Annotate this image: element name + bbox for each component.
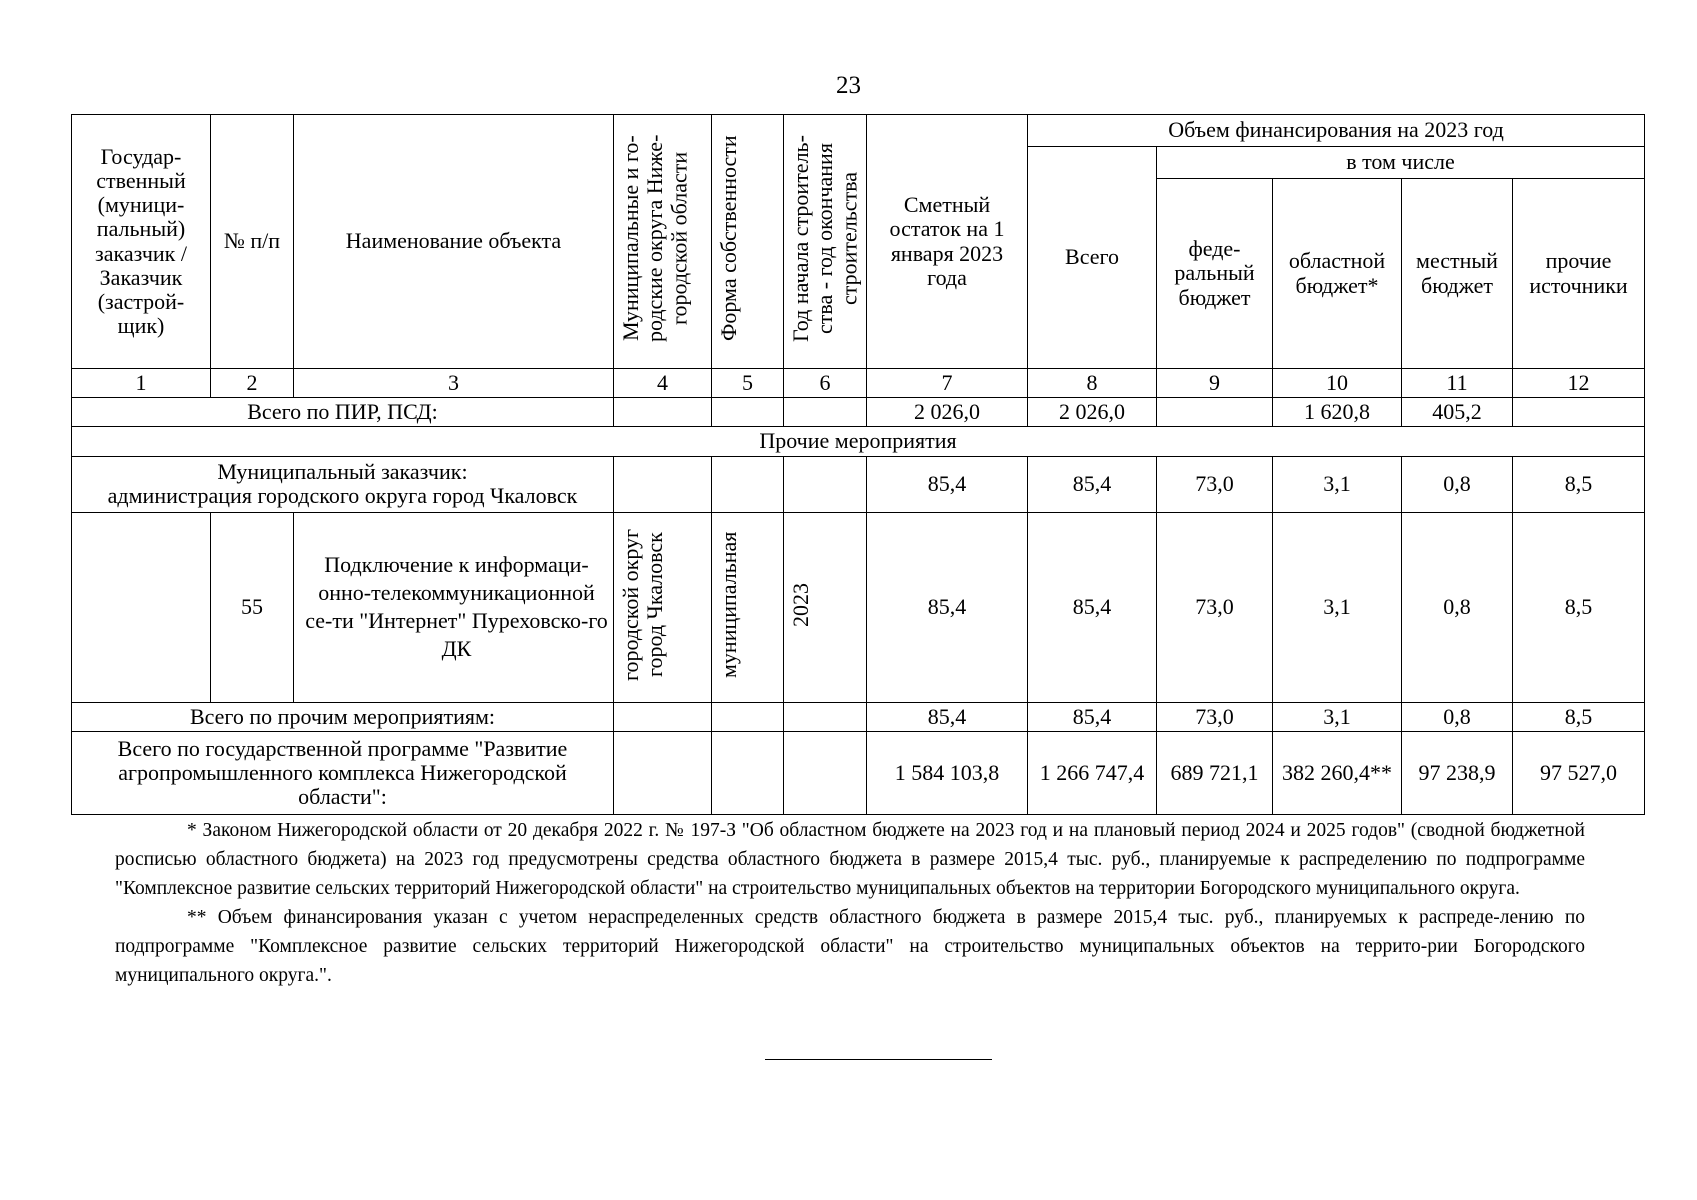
row-item-municipality-text: городской округ город Чкаловск [618, 528, 668, 681]
row-other-total [72, 702, 1645, 731]
empty-cell [784, 702, 867, 731]
row-item-num: 55 [211, 512, 294, 702]
footnotes [115, 816, 1585, 990]
empty-cell [614, 398, 712, 427]
row-other-total-federal: 73,0 [1157, 702, 1273, 731]
col-number: 8 [1028, 369, 1157, 398]
row-customer-label-line1: Муниципальный заказчик: [217, 458, 468, 484]
row-customer [72, 456, 1645, 512]
row-pir-local: 405,2 [1402, 398, 1513, 427]
row-customer-local: 0,8 [1402, 456, 1513, 512]
row-customer-label-line2: администрация городского округа город Чкаловск [107, 483, 578, 509]
row-customer-other: 8,5 [1513, 456, 1645, 512]
footnote-2: ** Объем финансирования указан с учетом нераспределенных средств областного бюджета в размере 2015,4 тыс. руб., планируемых к распреде-лению по подпрограмме "Комплексное развитие сельских территорий Нижегородской области" на строительство муниципальных объектов на террито-рии Богородского муниципального округа.". [115, 907, 1585, 986]
row-pir-total-value: 2 026,0 [1028, 398, 1157, 427]
col-number: 6 [784, 369, 867, 398]
row-item-name: Подключение к информаци-онно-телекоммуникационной се-ти "Интернет" Пуреховско-го ДК [294, 512, 614, 702]
row-program-total-local: 97 238,9 [1402, 731, 1513, 814]
header-municipality [614, 115, 712, 369]
empty-cell [712, 731, 784, 814]
row-item-municipality [614, 512, 712, 702]
col-number: 7 [867, 369, 1028, 398]
row-pir-estimate: 2 026,0 [867, 398, 1028, 427]
header-years-text: Год начала строитель-ства - год окончания строительства [788, 135, 862, 343]
header-local: местный бюджет [1402, 179, 1513, 369]
header-total: Всего [1028, 147, 1157, 369]
row-customer-estimate: 85,4 [867, 456, 1028, 512]
row-program-total-label: Всего по государственной программе "Развитие агропромышленного комплекса Нижегородской области": [72, 731, 614, 814]
col-number: 12 [1513, 369, 1645, 398]
col-number: 2 [211, 369, 294, 398]
header-years [784, 115, 867, 369]
empty-cell [72, 512, 211, 702]
row-pir-label: Всего по ПИР, ПСД: [72, 398, 614, 427]
footnote-1: * Законом Нижегородской области от 20 декабря 2022 г. № 197-З "Об областном бюджете на 2023 год и на плановый период 2024 и 2025 годов" (сводной бюджетной росписью областного бюджета) на 2023 год предусмотрены средства областного бюджета в размере 2015,4 тыс. руб., планируемые к распределению по подпрограмме "Комплексное развитие сельских территорий Нижегородской области" на строительство муниципальных объектов на территории Богородского муниципального округа. [115, 820, 1585, 899]
row-customer-federal: 73,0 [1157, 456, 1273, 512]
header-num: № п/п [211, 115, 294, 369]
row-program-total-estimate: 1 584 103,8 [867, 731, 1028, 814]
header-federal: феде-ральный бюджет [1157, 179, 1273, 369]
row-item-regional: 3,1 [1273, 512, 1402, 702]
header-estimate: Сметный остаток на 1 января 2023 года [867, 115, 1028, 369]
row-program-total-total: 1 266 747,4 [1028, 731, 1157, 814]
row-item-years-text: 2023 [788, 582, 813, 627]
empty-cell [614, 702, 712, 731]
col-number: 11 [1402, 369, 1513, 398]
section-title: Прочие мероприятия [72, 427, 1645, 456]
header-funding-group: Объем финансирования на 2023 год [1028, 115, 1645, 147]
row-other-total-local: 0,8 [1402, 702, 1513, 731]
column-numbers-row [72, 369, 1645, 398]
col-number: 10 [1273, 369, 1402, 398]
col-number: 1 [72, 369, 211, 398]
row-program-total [72, 731, 1645, 814]
empty-cell [784, 456, 867, 512]
section-row [72, 427, 1645, 456]
row-item-local: 0,8 [1402, 512, 1513, 702]
row-pir-regional: 1 620,8 [1273, 398, 1402, 427]
header-ownership-text: Форма собственности [716, 136, 741, 342]
row-pir-other [1513, 398, 1645, 427]
header-name: Наименование объекта [294, 115, 614, 369]
row-other-total-regional: 3,1 [1273, 702, 1402, 731]
empty-cell [614, 456, 712, 512]
row-customer-label [72, 456, 614, 512]
empty-cell [614, 731, 712, 814]
header-other: прочие источники [1513, 179, 1645, 369]
col-number: 5 [712, 369, 784, 398]
header-customer: Государ-ственный (муници-пальный) заказчик / Заказчик (застрой-щик) [72, 115, 211, 369]
row-other-total-estimate: 85,4 [867, 702, 1028, 731]
row-program-total-federal: 689 721,1 [1157, 731, 1273, 814]
page-number: 23 [836, 72, 861, 99]
col-number: 4 [614, 369, 712, 398]
empty-cell [784, 731, 867, 814]
header-municipality-text: Муниципальные и го-родские округа Ниже-городской области [618, 135, 692, 343]
empty-cell [712, 702, 784, 731]
row-item-years [784, 512, 867, 702]
row-other-total-other: 8,5 [1513, 702, 1645, 731]
empty-cell [784, 398, 867, 427]
row-customer-total: 85,4 [1028, 456, 1157, 512]
row-item-ownership-text: муниципальная [716, 531, 741, 678]
header-ownership [712, 115, 784, 369]
row-program-total-regional: 382 260,4** [1273, 731, 1402, 814]
row-item [72, 512, 1645, 702]
row-item-ownership [712, 512, 784, 702]
row-item-federal: 73,0 [1157, 512, 1273, 702]
row-other-total-total: 85,4 [1028, 702, 1157, 731]
row-program-total-other: 97 527,0 [1513, 731, 1645, 814]
header-regional: областной бюджет* [1273, 179, 1402, 369]
header-row-1 [72, 115, 1645, 147]
empty-cell [712, 398, 784, 427]
financing-table [71, 114, 1645, 815]
empty-cell [712, 456, 784, 512]
header-incl: в том числе [1157, 147, 1645, 179]
row-pir-federal [1157, 398, 1273, 427]
row-customer-regional: 3,1 [1273, 456, 1402, 512]
row-item-total: 85,4 [1028, 512, 1157, 702]
row-other-total-label: Всего по прочим мероприятиям: [72, 702, 614, 731]
row-pir-total [72, 398, 1645, 427]
col-number: 9 [1157, 369, 1273, 398]
col-number: 3 [294, 369, 614, 398]
closing-line [765, 1059, 992, 1060]
row-item-other: 8,5 [1513, 512, 1645, 702]
row-item-estimate: 85,4 [867, 512, 1028, 702]
